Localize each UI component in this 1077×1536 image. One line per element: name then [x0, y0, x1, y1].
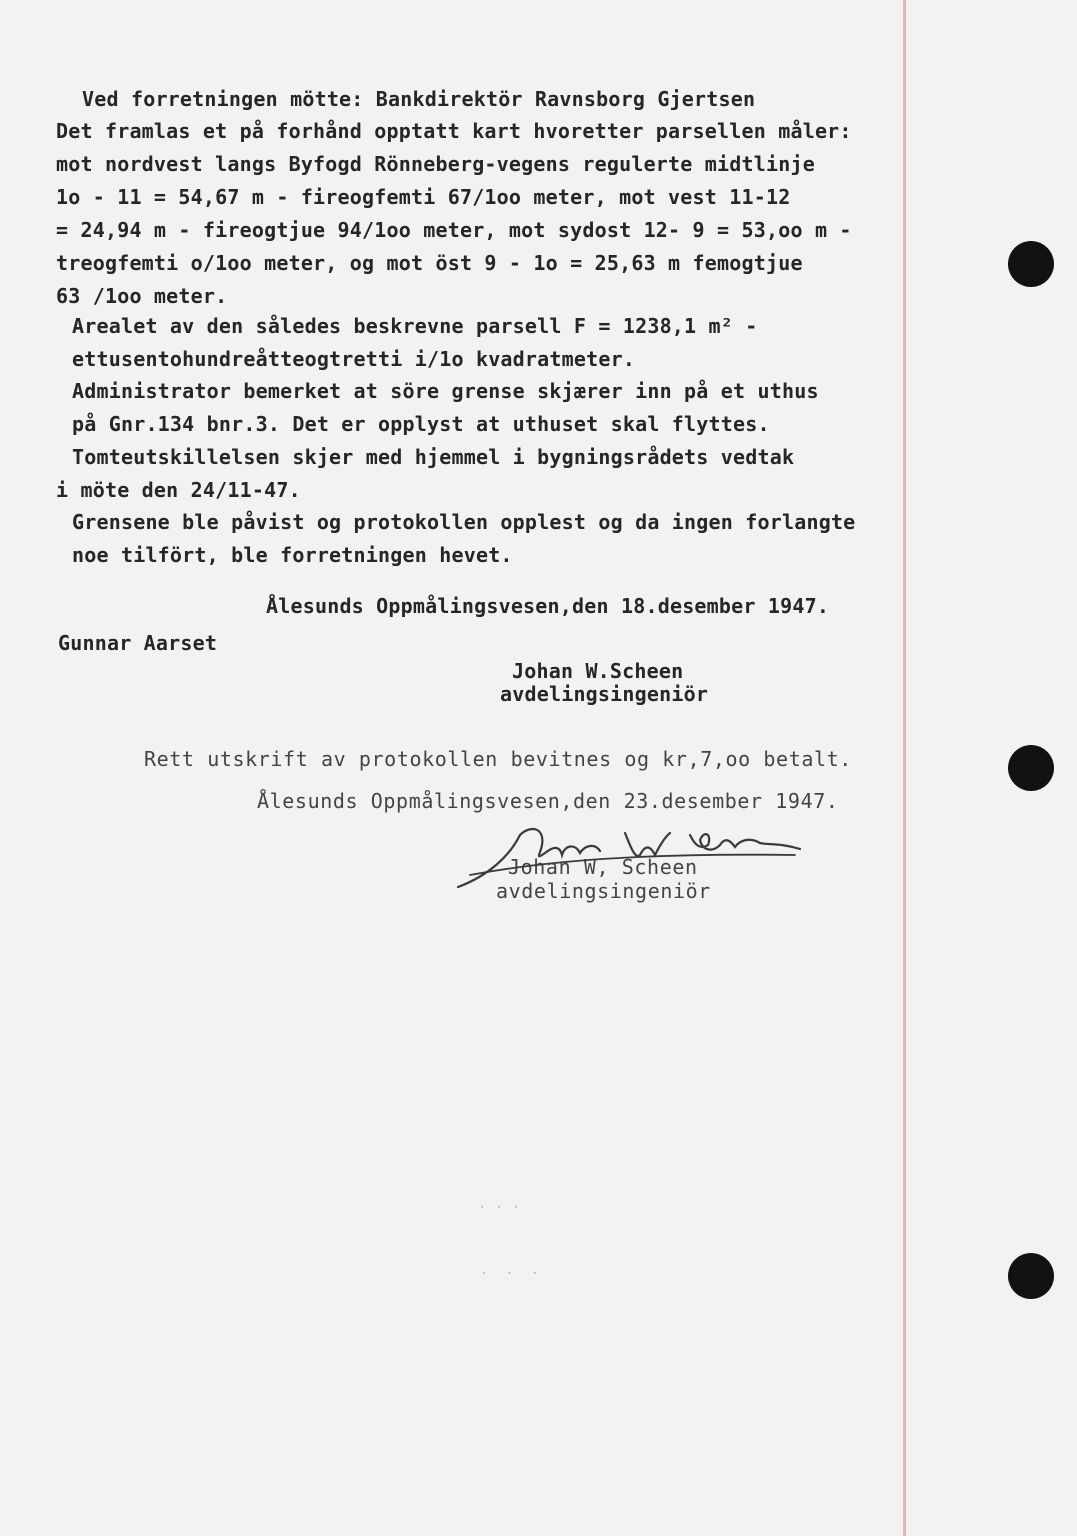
body-line: noe tilfört, ble forretningen hevet. — [72, 543, 513, 567]
place-date-original: Ålesunds Oppmålingsvesen,den 18.desember 1947. — [266, 594, 830, 618]
signer-name-copy: Johan W, Scheen — [508, 855, 698, 879]
body-line: 1o - 11 = 54,67 m - fireogfemti 67/1oo meter, mot vest 11-12 — [56, 185, 791, 209]
punch-hole — [1008, 745, 1054, 791]
body-line: Det framlas et på forhånd opptatt kart hvoretter parsellen måler: — [56, 119, 852, 143]
body-line: i möte den 24/11-47. — [56, 478, 301, 502]
signer-title-copy: avdelingsingeniör — [496, 879, 711, 903]
body-line: = 24,94 m - fireogtjue 94/1oo meter, mot sydost 12- 9 = 53,oo m - — [56, 218, 852, 242]
signer-title: avdelingsingeniör — [500, 682, 709, 706]
margin-rule — [903, 0, 906, 1536]
witness-name: Gunnar Aarset — [58, 631, 218, 655]
body-line: Administrator bemerket at söre grense skjærer inn på et uthus — [72, 379, 819, 403]
body-line: Tomteutskillelsen skjer med hjemmel i bygningsrådets vedtak — [72, 445, 795, 469]
body-line: treogfemti o/1oo meter, og mot öst 9 - 1o = 25,63 m femogtjue — [56, 251, 803, 275]
body-line: ettusentohundreåtteogtretti i/1o kvadratmeter. — [72, 347, 636, 371]
signer-name: Johan W.Scheen — [512, 659, 684, 683]
body-line: på Gnr.134 bnr.3. Det er opplyst at uthuset skal flyttes. — [72, 412, 770, 436]
place-date-copy: Ålesunds Oppmålingsvesen,den 23.desember 1947. — [257, 789, 839, 813]
certification-line: Rett utskrift av protokollen bevitnes og kr,7,oo betalt. — [144, 747, 852, 771]
body-line: Ved forretningen mötte: Bankdirektör Ravnsborg Gjertsen — [82, 87, 756, 111]
punch-hole — [1008, 1253, 1054, 1299]
faint-bleedthrough: · · · — [480, 1266, 540, 1282]
body-line: 63 /1oo meter. — [56, 284, 228, 308]
body-line: Grensene ble påvist og protokollen opplest og da ingen forlangte — [72, 510, 856, 534]
body-line: Arealet av den således beskrevne parsell F = 1238,1 m² - — [72, 314, 758, 338]
punch-hole — [1008, 241, 1054, 287]
body-line: mot nordvest langs Byfogd Rönneberg-vegens regulerte midtlinje — [56, 152, 815, 176]
handwritten-signature — [450, 815, 810, 895]
faint-bleedthrough: · · · — [478, 1200, 521, 1216]
